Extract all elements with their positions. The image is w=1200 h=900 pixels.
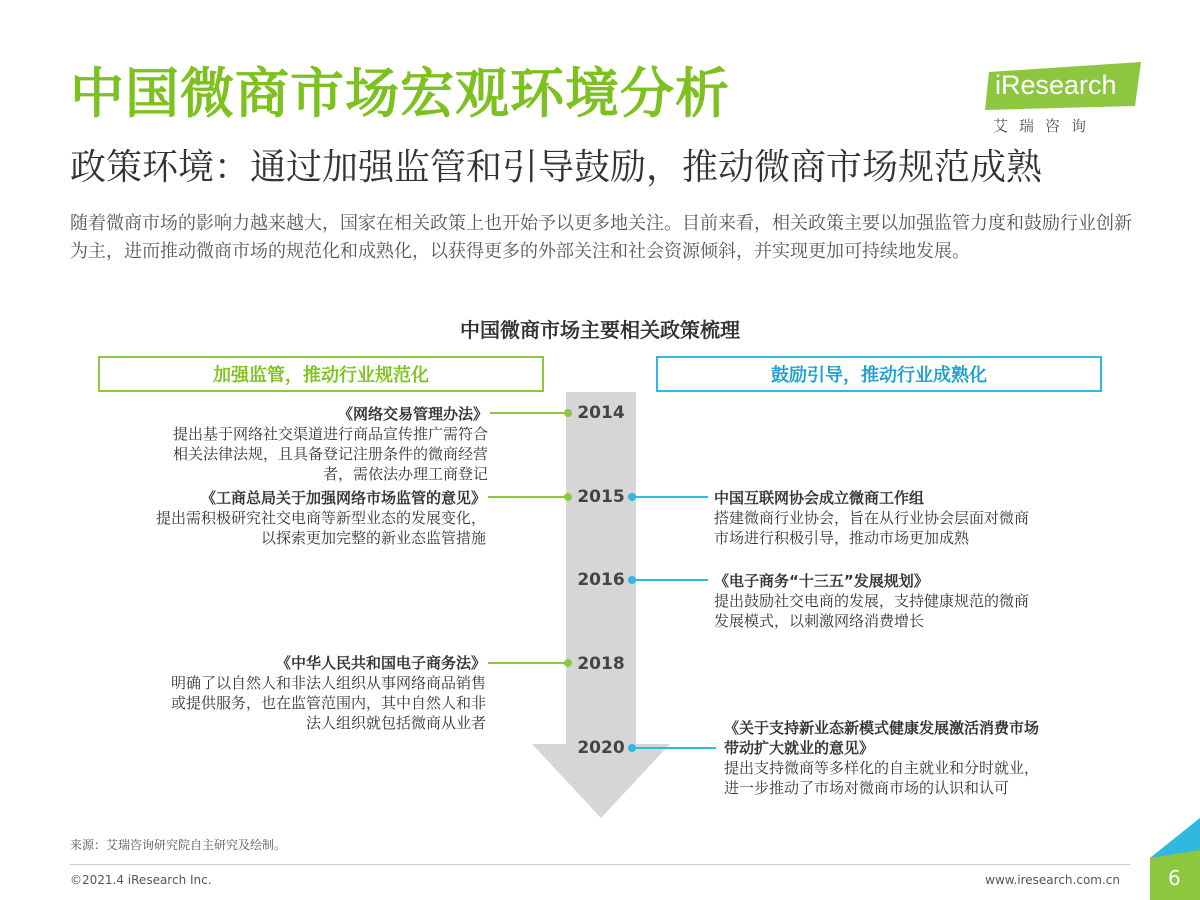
left-category-header: 加强监管，推动行业规范化 — [98, 356, 544, 392]
policy-desc-line: 发展模式，以刺激网络消费增长 — [714, 612, 925, 630]
left-policy-2015 — [110, 488, 486, 548]
policy-desc-line: 搭建微商行业协会，旨在从行业协会层面对微商 — [714, 509, 1030, 527]
website-link[interactable]: www.iresearch.com.cn — [985, 873, 1120, 887]
page-number: 6 — [1168, 866, 1181, 890]
left-policy-2018 — [110, 653, 486, 733]
policy-desc-line: 市场进行积极引导，推动市场更加成熟 — [714, 529, 970, 547]
footer-divider — [70, 864, 1130, 865]
policy-title: 《工商总局关于加强网络市场监管的意见》 — [200, 489, 486, 507]
policy-desc-line: 或提供服务，也在监管范围内，其中自然人和非 — [170, 694, 486, 712]
copyright-text: ©2021.4 iResearch Inc. — [70, 873, 212, 887]
policy-title: 《关于支持新业态新模式健康发展激活消费市场 — [724, 719, 1040, 737]
right-policy-2015 — [714, 488, 1094, 548]
page-subtitle: 政策环境：通过加强监管和引导鼓励，推动微商市场规范成熟 — [70, 147, 1043, 188]
policy-desc-line: 相关法律法规，且具备登记注册条件的微商经营 — [172, 445, 488, 463]
policy-desc-line: 提出支持微商等多样化的自主就业和分时就业， — [724, 759, 1040, 777]
policy-desc-line: 明确了以自然人和非法人组织从事网络商品销售 — [170, 674, 486, 692]
logo-cn: 艾瑞咨询 — [993, 117, 1098, 135]
year-label-2014: 2014 — [577, 403, 625, 423]
policy-title-continued: 带动扩大就业的意见》 — [724, 739, 875, 757]
policy-desc-line: 提出鼓励社交电商的发展，支持健康规范的微商 — [714, 592, 1030, 610]
year-label-2018: 2018 — [577, 654, 625, 674]
page-title: 中国微商市场宏观环境分析 — [70, 62, 730, 125]
policy-title: 中国互联网协会成立微商工作组 — [714, 489, 925, 507]
right-policy-2020 — [724, 718, 1124, 798]
source-note: 来源：艾瑞咨询研究院自主研究及绘制。 — [70, 838, 287, 852]
policy-title: 《中华人民共和国电子商务法》 — [275, 654, 486, 672]
intro-paragraph: 随着微商市场的影响力越来越大，国家在相关政策上也开始予以更多地关注。目前来看，相关政策主要以加强监管力度和鼓励行业创新为主，进而推动微商市场的规范化和成熟化，以获得更多的外部关注和社会资源倾斜，并实现更加可持续地发展。 — [70, 213, 1132, 262]
right-category-header: 鼓励引导，推动行业成熟化 — [656, 356, 1102, 392]
logo-text: iResearch — [995, 70, 1117, 100]
diagram-title: 中国微商市场主要相关政策梳理 — [460, 318, 740, 342]
year-label-2020: 2020 — [577, 738, 625, 758]
year-label-2015: 2015 — [577, 487, 625, 507]
policy-desc-line: 法人组织就包括微商从业者 — [305, 714, 486, 732]
policy-desc-line: 者，需依法办理工商登记 — [322, 465, 488, 483]
policy-desc-line: 提出需积极研究社交电商等新型业态的发展变化， — [155, 509, 486, 527]
right-policy-2016 — [714, 571, 1094, 631]
policy-desc-line: 提出基于网络社交渠道进行商品宣传推广需符合 — [172, 425, 488, 443]
policy-title: 《电子商务“十三五”发展规划》 — [714, 572, 929, 590]
policy-desc-line: 以探索更加完整的新业态监管措施 — [260, 529, 486, 547]
year-label-2016: 2016 — [577, 570, 625, 590]
policy-desc-line: 进一步推动了市场对微商市场的认识和认可 — [724, 779, 1010, 797]
left-policy-2014 — [110, 404, 488, 484]
policy-title: 《网络交易管理办法》 — [337, 405, 488, 423]
